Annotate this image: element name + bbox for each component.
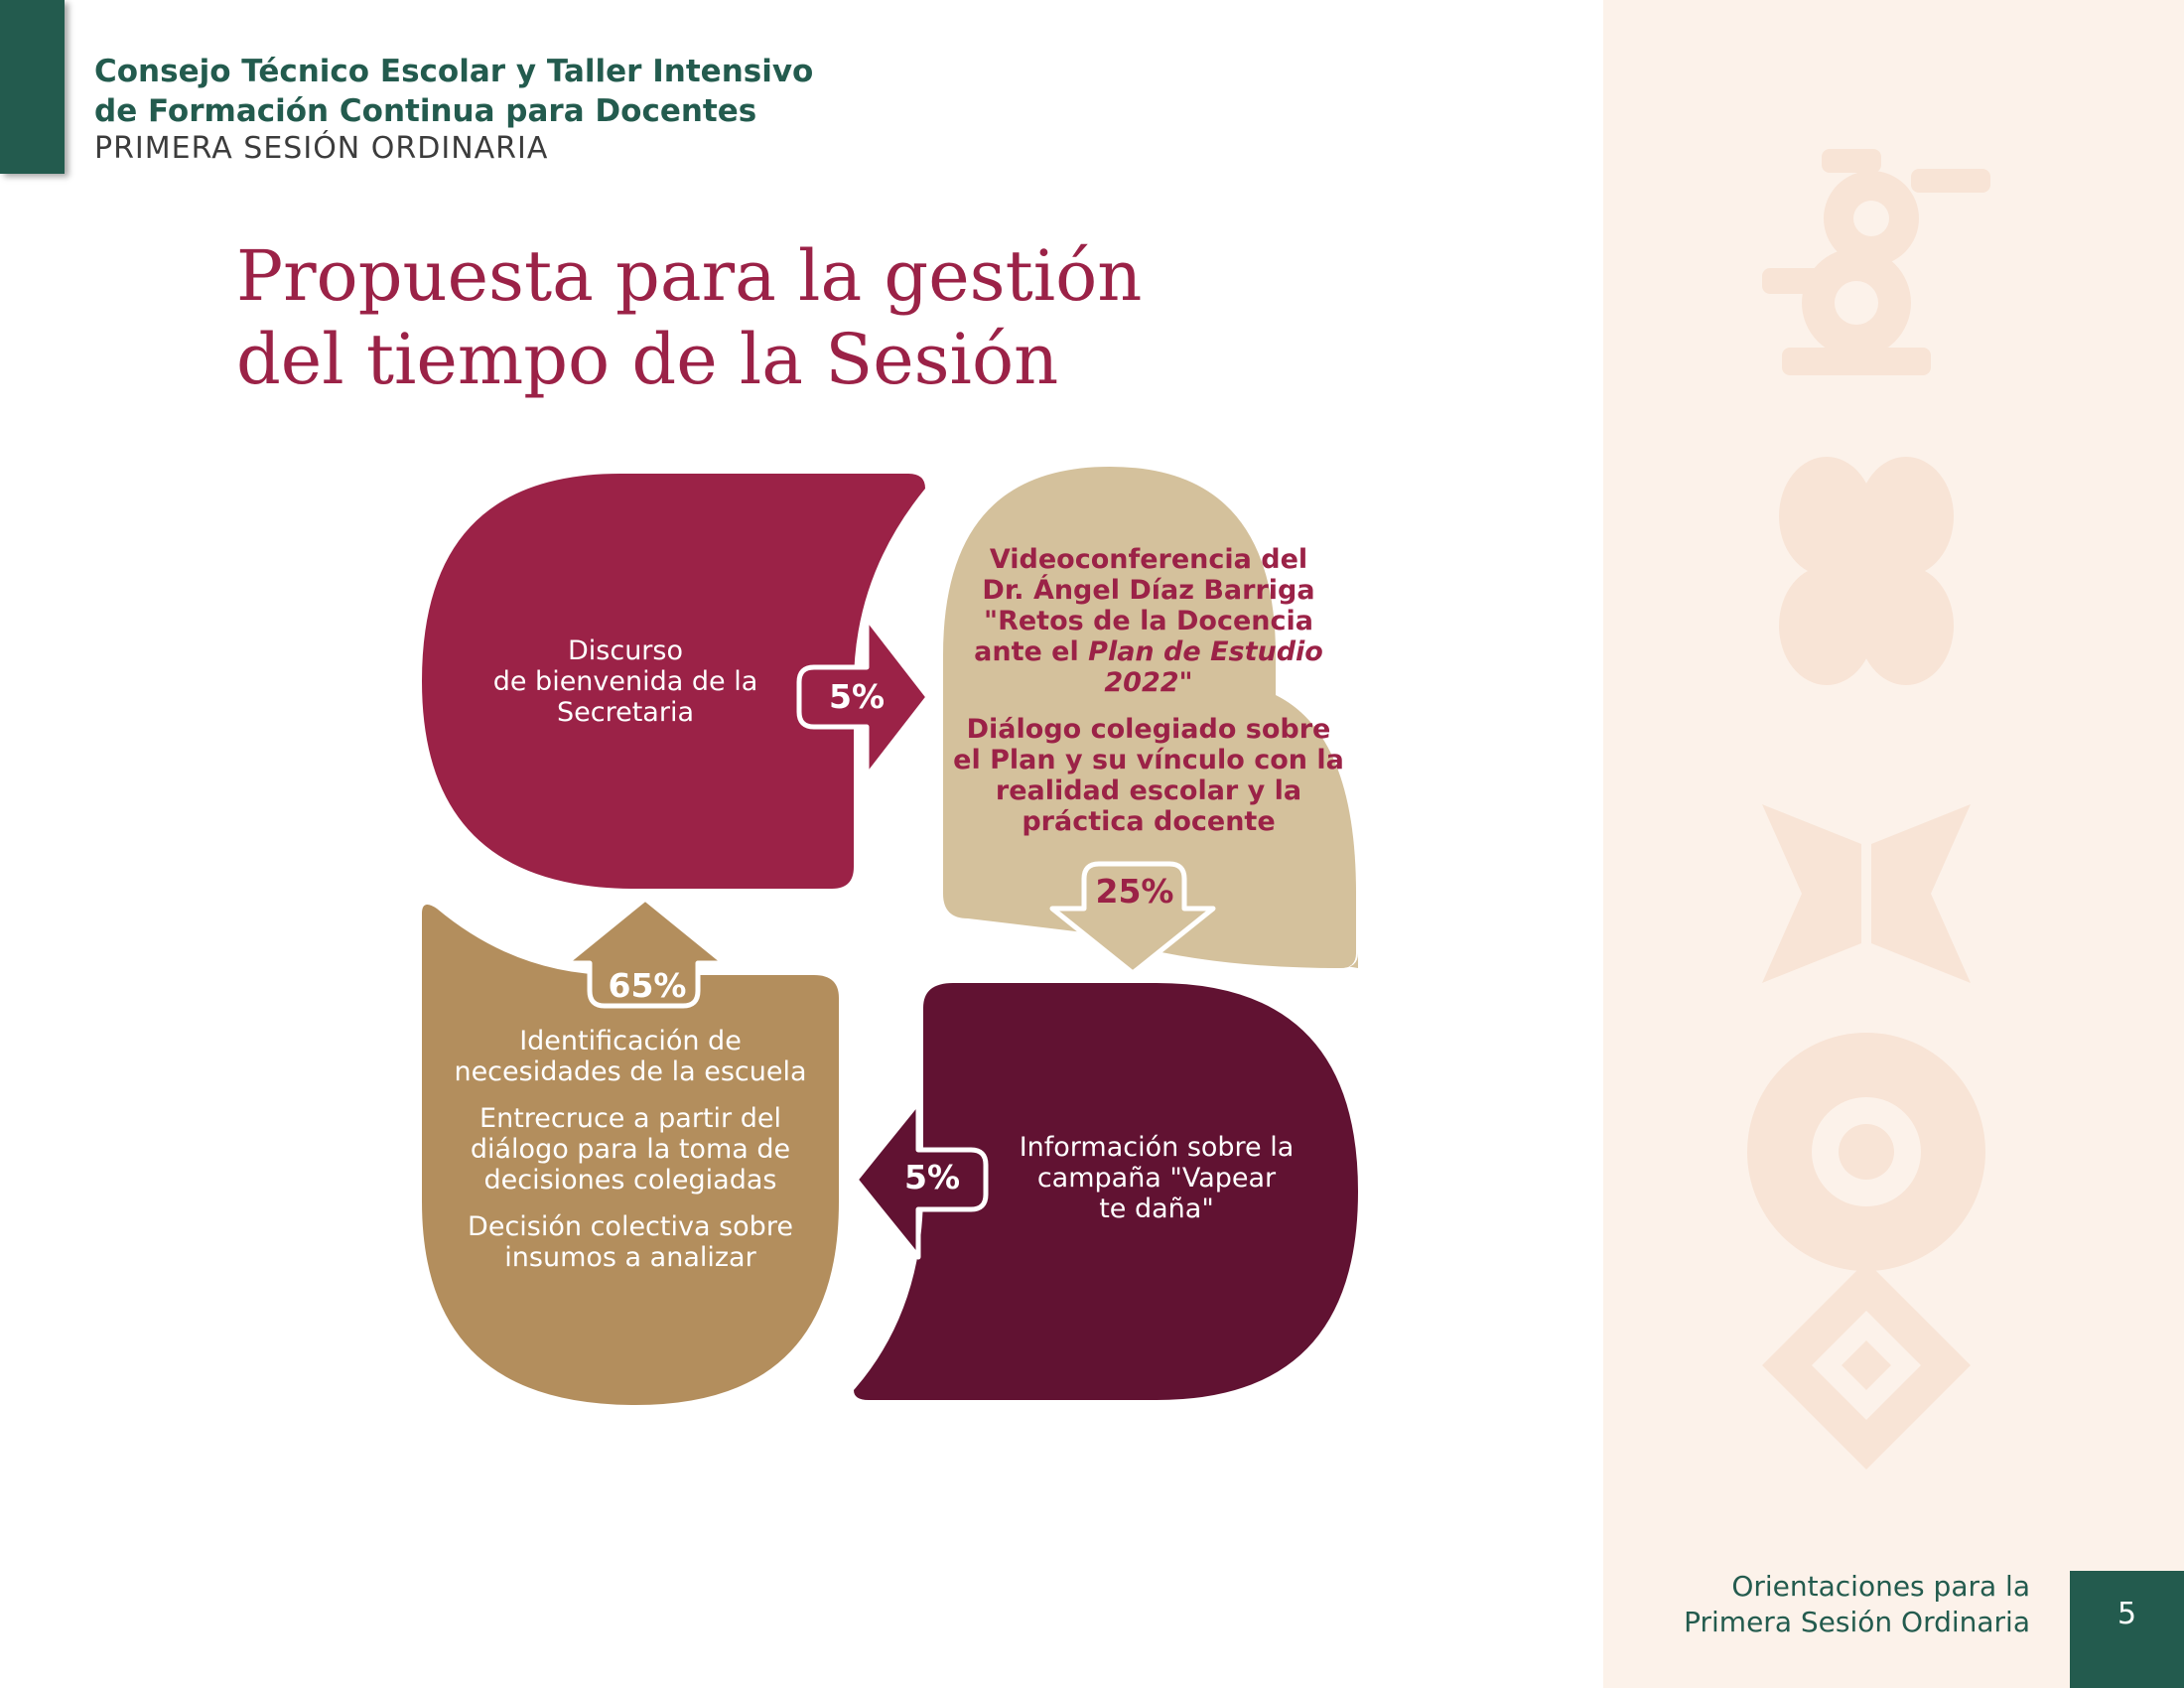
step-4-paragraph-1 [432,1026,829,1087]
step-1-line-3: Secretaria [557,697,694,728]
step-3-line-2: campaña "Vapear [1036,1163,1277,1194]
step-1-line-1: Discurso [567,635,683,666]
step-2-plan-title-part-2: 2022 [1104,667,1179,698]
step-2-p1-line-5-tail: " [1178,667,1193,698]
step-2-paragraph-1 [945,544,1352,698]
step-2-p2-line-4: práctica docente [1022,806,1276,837]
step-4-p2-line-3: decisiones colegiadas [483,1165,777,1196]
step-1-text [467,635,784,728]
step-1-percent: 5% [828,677,886,716]
step-4-p2-line-2: diálogo para la toma de [470,1134,791,1165]
page-title-line-2: del tiempo de la Sesión [236,319,1059,400]
step-4-p3-line-2: insumos a analizar [504,1242,756,1273]
step-2-p2-line-1: Diálogo colegiado sobre [966,714,1331,745]
page-number-box [2070,1571,2184,1688]
step-3-line-1: Información sobre la [1019,1132,1295,1163]
step-4-percent: 65% [608,966,687,1005]
step-2-p1-line-2: Dr. Ángel Díaz Barriga [982,575,1315,606]
page-number: 5 [2116,1597,2137,1631]
step-2-plan-title-part-1: Plan de Estudio [1088,636,1323,667]
step-2-p2-line-2: el Plan y su vínculo con la [953,745,1344,775]
step-4-paragraph-2 [432,1103,829,1196]
step-2-p1-line-1: Videoconferencia del [989,544,1308,575]
step-2-paragraph-2 [945,714,1352,837]
step-2-p2-line-3: realidad escolar y la [995,775,1302,806]
step-4-p1-line-1: Identificación de [519,1026,742,1056]
step-2-p1-line-5 [945,667,1352,698]
header-title-line-2: de Formación Continua para Docentes [94,93,757,129]
step-2-text [945,544,1352,837]
document-footer [1684,1569,2030,1640]
step-4-paragraph-3 [432,1211,829,1273]
footer-line-1: Orientaciones para la [1731,1570,2030,1603]
header-title-line-1: Consejo Técnico Escolar y Taller Intensivo [94,54,814,89]
step-2-p1-line-4-text: ante el [974,636,1089,667]
step-4-p2-line-1: Entrecruce a partir del [479,1103,781,1134]
step-2-p1-line-4 [945,636,1352,667]
step-3-text [993,1132,1320,1224]
step-2-percent: 25% [1095,872,1174,911]
footer-line-2: Primera Sesión Ordinaria [1684,1606,2030,1638]
step-3-percent: 5% [903,1158,961,1196]
step-2-p1-line-3: "Retos de la Docencia [984,606,1313,636]
step-4-text [432,1026,829,1273]
page-title-line-1: Propuesta para la gestión [236,235,1143,317]
step-1-line-2: de bienvenida de la [492,666,758,697]
header-subtitle: PRIMERA SESIÓN ORDINARIA [94,131,549,166]
step-3-line-3: te daña" [1099,1194,1214,1224]
step-4-p1-line-2: necesidades de la escuela [454,1056,807,1087]
step-4-p3-line-1: Decisión colectiva sobre [468,1211,793,1242]
